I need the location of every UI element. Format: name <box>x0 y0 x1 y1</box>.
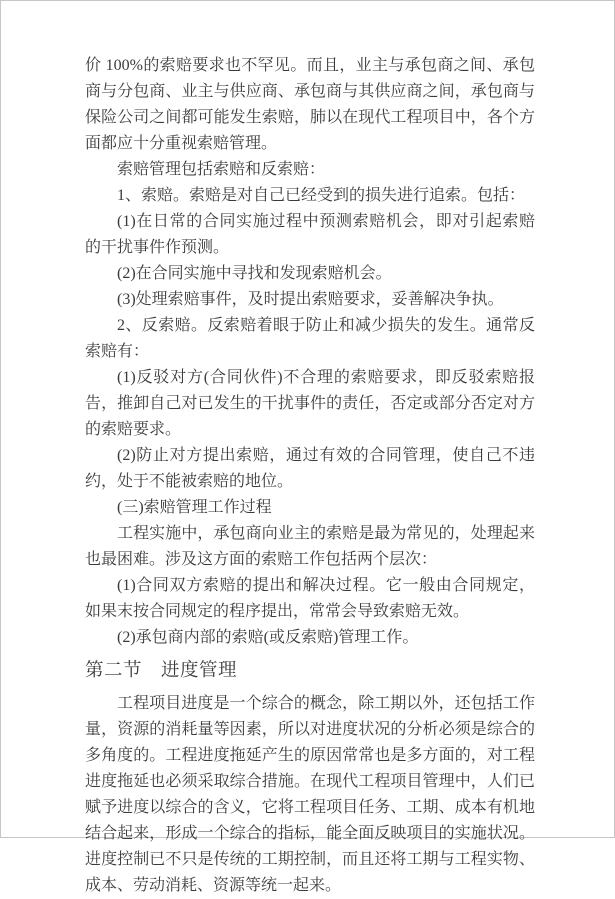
paragraph-counterclaim-sub-1: (1)反驳对方(合同伙件)不合理的索赔要求，即反驳索赔报告，推卸自己对已发生的干扰事件的责任，否定或部分否定对方的索赔要求。 <box>85 369 535 438</box>
paragraph-claim-item-1: 1、索赔。索赔是对自己已经受到的损失进行追索。包括： <box>117 187 526 204</box>
paragraph-claim-sub-2: (2)在合同实施中寻找和发现索赔机会。 <box>117 265 392 282</box>
page-content <box>85 53 535 899</box>
paragraph-claim-sub-1: (1)在日常的合同实施过程中预测索赔机会，即对引起索赔的干扰事件作预测。 <box>85 213 535 256</box>
paragraph-claims-process-intro: 工程实施中，承包商向业主的索赔是最为常见的，处理起来也最困难。涉及这方面的索赔工作包括两个层次： <box>85 525 535 568</box>
paragraph-claims-intro: 价 100%的索赔要求也不罕见。而且，业主与承包商之间、承包商与分包商、业主与供应商、承包商与其供应商之间，承包商与保险公司之间都可能发生索赔，肺以在现代工程项目中，各个方面都应十分重视索赔管理。 <box>85 57 535 152</box>
paragraph-claims-process-heading: (三)索赔管理工作过程 <box>117 499 272 516</box>
paragraph-claims-process-sub-2: (2)承包商内部的索赔(或反索赔)管理工作。 <box>117 629 419 646</box>
paragraph-claims-process-sub-1: (1)合同双方索赔的提出和解决过程。它一般由合同规定，如果末按合同规定的程序提出，常常会导致索赔无效。 <box>85 577 535 620</box>
paragraph-progress-intro: 工程项目进度是一个综合的概念，除工期以外，还包括工作量，资源的消耗量等因素，所以对进度状况的分析必须是综合的多角度的。工程进度拖延产生的原因常常也是多方面的，对工程进度拖延也必须采取综合措施。在现代工程项目管理中，人们已赋予进度以综合的含义，它将工程项目任务、工期、成本有机地结合起来，形成一个综合的指标，能全面反映项目的实施状况。进度控制已不只是传统的工期控制，而且还将工期与工程实物、成本、劳动消耗、资源等统一起来。 <box>85 695 535 894</box>
paragraph-claim-sub-3: (3)处理索赔事件，及时提出索赔要求，妥善解决争执。 <box>117 291 504 308</box>
paragraph-counterclaim-item-2: 2、反索赔。反索赔着眼于防止和减少损失的发生。通常反索赔有： <box>85 317 535 360</box>
paragraph-claims-overview: 索赔管理包括索赔和反索赔： <box>117 161 326 178</box>
section-heading: 第二节 进度管理 <box>85 661 238 681</box>
paragraph-counterclaim-sub-2: (2)防止对方提出索赔，通过有效的合同管理，使自己不违约，处于不能被索赔的地位。 <box>85 447 535 490</box>
